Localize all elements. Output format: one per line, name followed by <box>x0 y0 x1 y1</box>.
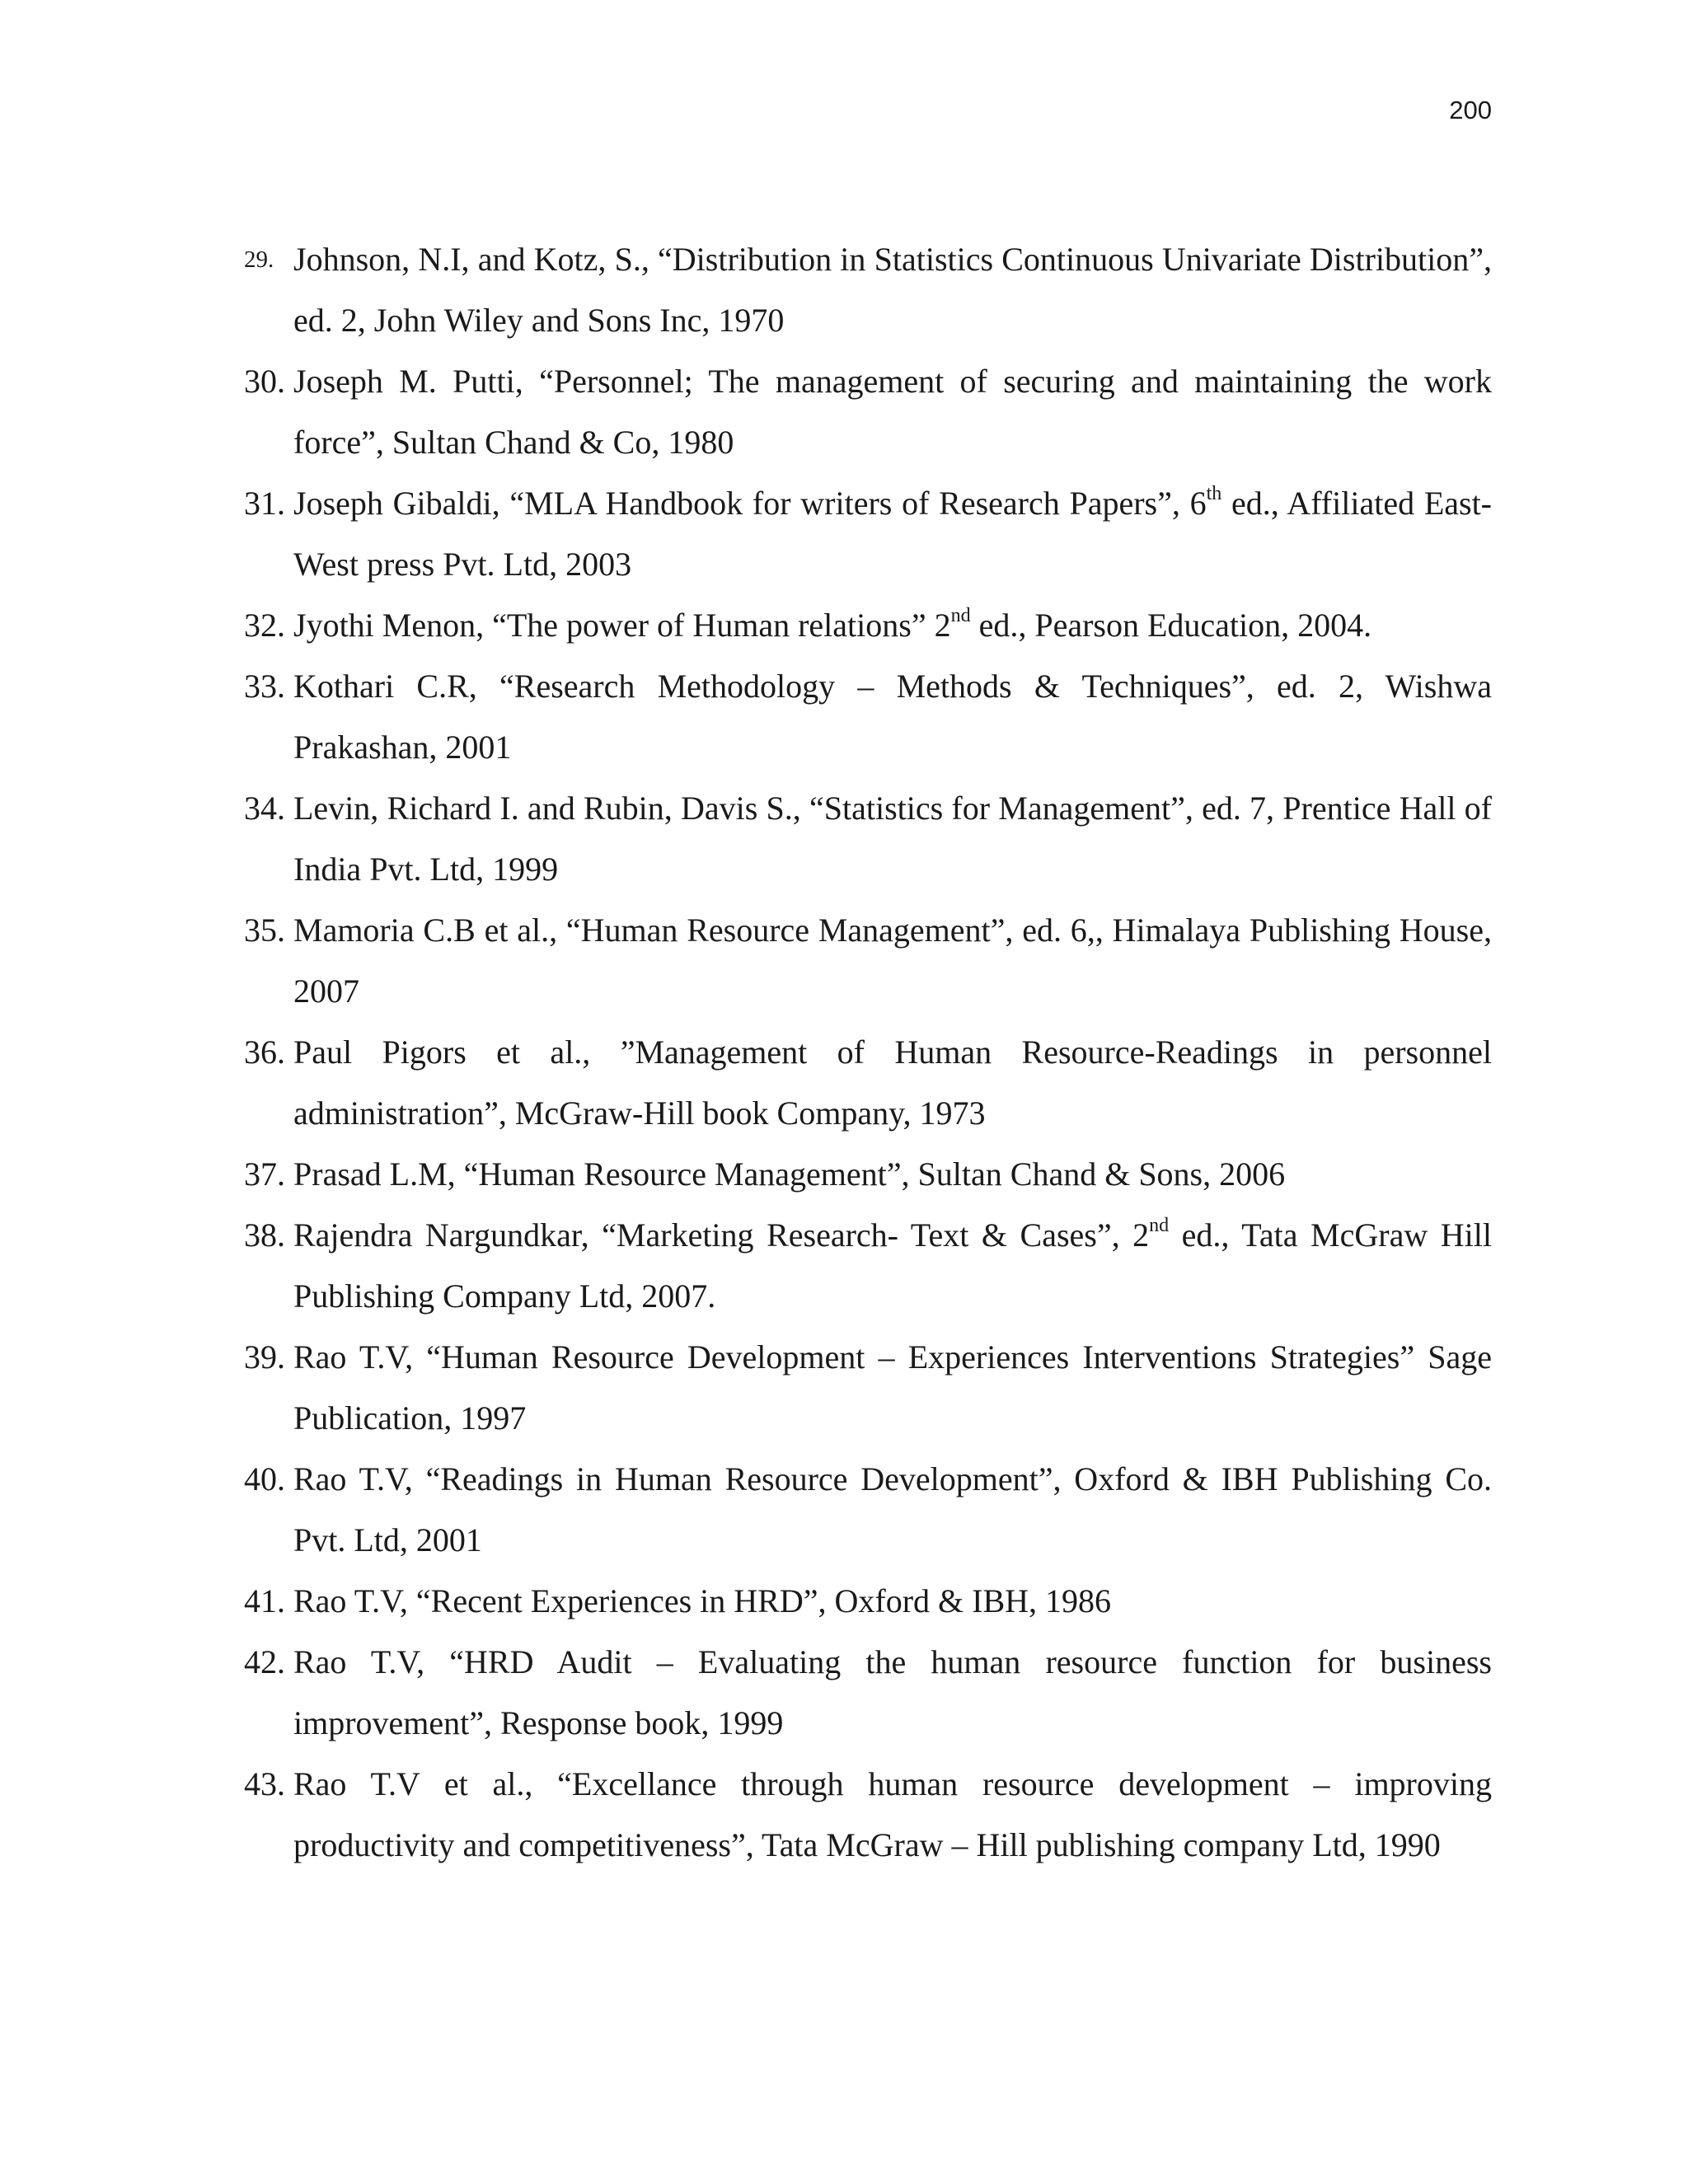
reference-item <box>223 351 1492 473</box>
reference-item <box>223 1449 1492 1571</box>
reference-number: 37. <box>244 1155 285 1193</box>
reference-item <box>223 900 1492 1022</box>
reference-text: Rajendra Nargundkar, “Marketing Research- Text & Cases”, 2 <box>293 1216 1150 1254</box>
reference-number: 42. <box>244 1643 285 1680</box>
reference-item <box>223 778 1492 900</box>
reference-text: ed., Tata McGraw Hill Publishing Company Ltd, 2007. <box>293 1216 1492 1315</box>
reference-item <box>223 1327 1492 1449</box>
reference-number: 35. <box>244 912 285 949</box>
reference-number: 39. <box>244 1338 285 1376</box>
reference-number: 31. <box>244 485 285 522</box>
reference-superscript: nd <box>1149 1215 1170 1236</box>
reference-text: Kothari C.R, “Research Methodology – Methods & Techniques”, ed. 2, Wishwa Prakashan, 2001 <box>293 668 1492 766</box>
reference-text: Levin, Richard I. and Rubin, Davis S., “Statistics for Management”, ed. 7, Prentice Hall of India Pvt. Ltd, 1999 <box>293 790 1492 888</box>
reference-item <box>223 1205 1492 1327</box>
reference-item <box>223 1632 1492 1754</box>
reference-item <box>223 1754 1492 1876</box>
reference-item <box>223 473 1492 595</box>
reference-number: 41. <box>244 1582 285 1619</box>
reference-text: ed., Affiliated East-West press Pvt. Ltd, 2003 <box>293 485 1493 583</box>
reference-text: Johnson, N.I, and Kotz, S., “Distribution in Statistics Continuous Univariate Distribution”, ed. 2, John Wiley and Sons Inc, 1970 <box>293 241 1492 339</box>
reference-number: 32. <box>244 607 285 644</box>
page-number: 200 <box>1449 96 1492 124</box>
reference-text: Mamoria C.B et al., “Human Resource Management”, ed. 6,, Himalaya Publishing House, 2007 <box>293 912 1492 1010</box>
reference-number: 29. <box>244 246 274 273</box>
reference-text: Rao T.V, “Readings in Human Resource Development”, Oxford & IBH Publishing Co. Pvt. Ltd, 2001 <box>293 1460 1492 1558</box>
reference-text: Jyothi Menon, “The power of Human relations” 2 <box>293 607 951 644</box>
reference-text: Prasad L.M, “Human Resource Management”, Sultan Chand & Sons, 2006 <box>293 1155 1286 1193</box>
reference-number: 30. <box>244 363 285 400</box>
reference-item <box>223 229 1492 351</box>
reference-text: Joseph Gibaldi, “MLA Handbook for writers of Research Papers”, 6 <box>293 485 1207 522</box>
reference-number: 38. <box>244 1216 285 1254</box>
reference-number: 34. <box>244 790 285 827</box>
reference-text: Rao T.V, “Human Resource Development – Experiences Interventions Strategies” Sage Publication, 1997 <box>293 1338 1492 1436</box>
reference-list <box>223 229 1492 1876</box>
reference-number: 43. <box>244 1765 285 1802</box>
reference-text: Rao T.V et al., “Excellance through human resource development – improving productivity and competitiveness”, Tata McGraw – Hill publishing company Ltd, 1990 <box>293 1765 1492 1863</box>
reference-superscript: th <box>1206 483 1222 504</box>
reference-number: 40. <box>244 1460 285 1497</box>
reference-number: 33. <box>244 668 285 705</box>
reference-text: ed., Pearson Education, 2004. <box>970 607 1372 644</box>
reference-item <box>223 1571 1492 1632</box>
reference-text: Rao T.V, “HRD Audit – Evaluating the human resource function for business improvement”, Response book, 1999 <box>293 1643 1492 1741</box>
reference-superscript: nd <box>950 605 971 626</box>
reference-text: Paul Pigors et al., ”Management of Human Resource-Readings in personnel administration”, McGraw-Hill book Company, 1973 <box>293 1033 1492 1132</box>
reference-item <box>223 1022 1492 1144</box>
reference-number: 36. <box>244 1033 285 1071</box>
reference-item <box>223 595 1492 656</box>
reference-item <box>223 1144 1492 1205</box>
reference-item <box>223 656 1492 778</box>
reference-text: Joseph M. Putti, “Personnel; The management of securing and maintaining the work force”, Sultan Chand & Co, 1980 <box>293 363 1492 461</box>
reference-text: Rao T.V, “Recent Experiences in HRD”, Oxford & IBH, 1986 <box>293 1582 1112 1619</box>
